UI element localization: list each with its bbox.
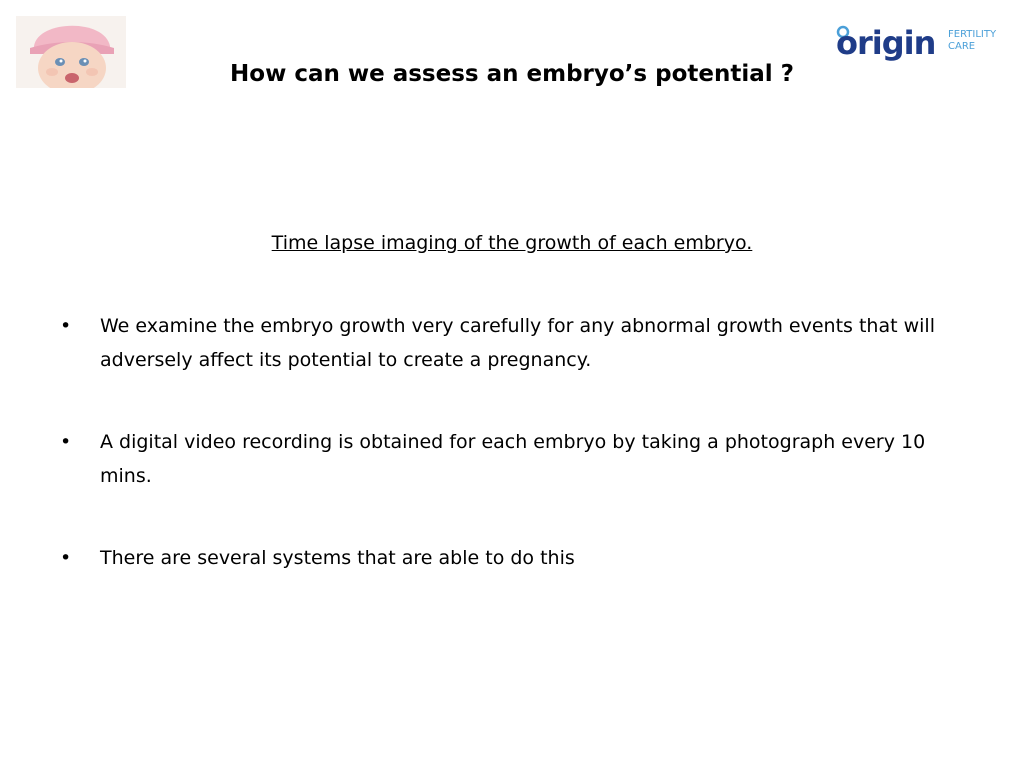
bullet-icon: • (60, 431, 72, 453)
bullet-list (58, 309, 958, 623)
svg-text:origin: origin (836, 24, 936, 62)
bullet-item (58, 309, 958, 377)
svg-text:FERTILITY: FERTILITY (948, 29, 997, 40)
bullet-item (58, 425, 958, 493)
bullet-icon: • (60, 315, 72, 337)
bullet-text: A digital video recording is obtained for each embryo by taking a photograph every 10 mins. (100, 431, 926, 487)
svg-text:CARE: CARE (948, 41, 976, 52)
bullet-icon: • (60, 547, 72, 569)
slide-title: How can we assess an embryo’s potential ? (230, 61, 794, 87)
bullet-item (58, 541, 958, 575)
slide-subtitle: Time lapse imaging of the growth of each embryo. (271, 232, 753, 254)
bullet-text: There are several systems that are able to do this (100, 547, 575, 569)
bullet-text: We examine the embryo growth very carefully for any abnormal growth events that will adversely affect its potential to create a pregnancy. (100, 315, 935, 371)
